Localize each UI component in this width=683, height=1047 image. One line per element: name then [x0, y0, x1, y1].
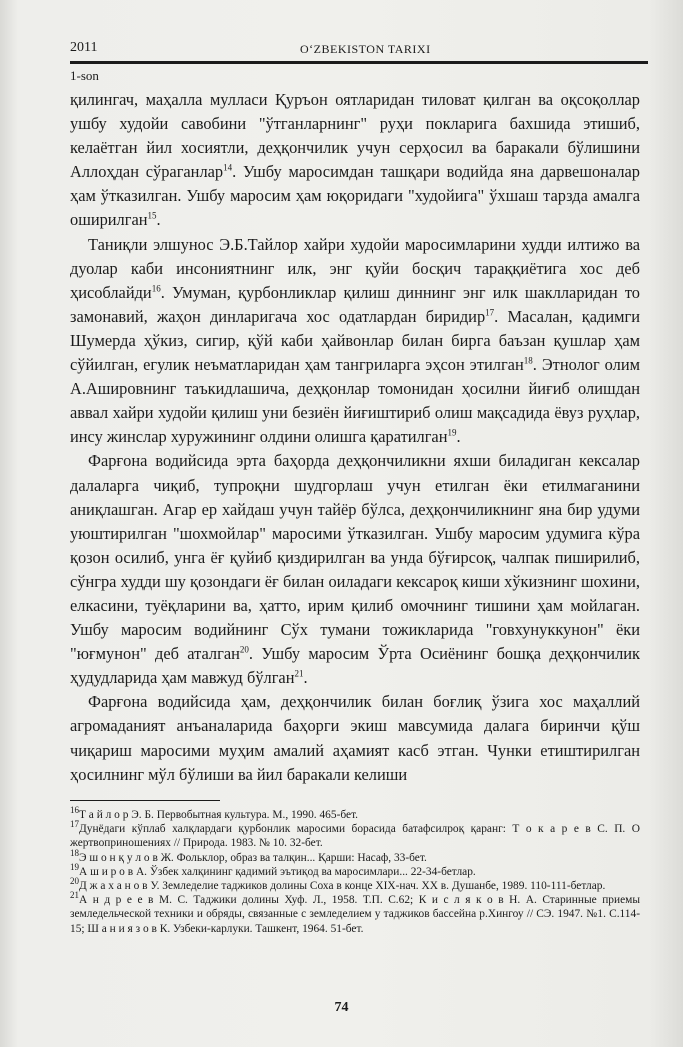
paragraph-2: Таниқли элшунос Э.Б.Тайлор хайри худойи маросимларини худди илтижо ва дуолар каби инсониятнинг илк, энг қуйи босқич тараққиётига хос деб ҳисоблайди$^{16}$. Умуман, қурбонликлар қилиш диннинг энг илк шаклларидан то замонавий, жаҳон динларигача хос одатлардан биридир$^{17}$. Масалан, қадимги Шумерда ҳўкиз, сигир, қўй каби ҳайвонлар билан бирга баъзан қушлар ҳам сўйилган, егулик неъматларидан ҳам тангриларга эҳсон этилган$^{18}$. Этнолог олим А.Ашировнинг таъкидлашича, деҳқонлар томонидан ҳосилни йиғиб олишдан аввал хайри худойи қилиш уни безиён йиғиштириб олиш мақсадида ёвуз руҳлар, инсу жинслар хуружининг олдини олишга қаратилган$^{19}$.	[70, 234, 640, 447]
footnote-17: $^{17}$Дунёдаги кўплаб халқлардаги қурбонлик маросими борасида батафсилроқ қаранг: Т о к а р е в С. П. О жертвоприношениях // Природа. 1983. № 10. 32-бет.	[70, 819, 640, 850]
page-number: 74	[334, 1000, 349, 1015]
footnote-20: $^{20}$Д ж а х а н о в У. Земледелие таджиков долины Соха в конце XIX-нач. XX в. Душанбе, 1989. 110-111-бетлар.	[70, 876, 606, 893]
footnote-rule	[70, 800, 220, 801]
footnote-16: $^{16}$Т а й л о р Э. Б. Первобытная культура. М., 1990. 465-бет.	[70, 805, 359, 821]
footnote-ref: 16	[151, 283, 161, 294]
body-text	[70, 88, 640, 787]
footnote-18: $^{18}$Э ш о н қ у л о в Ж. Фольклор, образ ва талқин... Қарши: Насаф, 33-бет.	[70, 847, 427, 864]
footnote-ref: 14	[223, 162, 233, 173]
journal-title: O‘ZBEKISTON TARIXI	[300, 42, 431, 56]
footnote-ref: 18	[523, 355, 533, 366]
journal-year: 2011	[70, 40, 98, 55]
header-rule	[70, 61, 648, 64]
footnote-ref: 20	[239, 644, 249, 655]
paragraph-1: қилингач, маҳалла муллаcи Қуръон оятларидан тиловат қилган ва оқсоқоллар ушбу худойи савобини "ўтганларнинг" руҳи покларига бахшида этишиб, келаётган йил хосиятли, деҳқончилик учун серҳосил ва баракали бўлишини Аллоҳдан сўраганлар$^{14}$. Ушбу маросимдан ташқари водийда яна дарвешоналар ҳам ўтказилган. Ушбу маросим ҳам юқоридаги "худойига" ўхшаш тарзда амалга оширилган$^{15}$.	[70, 90, 640, 230]
footnote-ref: 17	[485, 307, 495, 318]
footnote-21: $^{21}$А н д р е е в М. С. Таджики долины Хуф. Л., 1958. Т.П. С.62; К и с л я к о в Н. А. Старинные приемы земледельческой техники и обряды, связанные с земледелием у таджиков бассейна р.Хингоу // СЭ. 1947. №1. С.114-15; Ш а н и я з о в К. Узбеки-карлуки. Ташкент, 1964. 51-бет.	[70, 890, 640, 935]
journal-issue: 1-son	[70, 68, 99, 83]
footnote-ref: 15	[147, 211, 157, 221]
footnote-19: $^{19}$А ш и р о в А. Ўзбек халқининг қадимий эътиқод ва маросимлари... 22-34-бетлар.	[70, 862, 476, 878]
paragraph-3: Фарғона водийсида эрта баҳорда деҳқончиликни яхши биладиган кексалар далаларга чиқиб, тупроқни шудгорлаш учун етилган ёки етилмаганини аниқлашган. Агар ер хайдаш учун тайёр бўлса, деҳқончиликнинг яна бир удуми уюштирилган "шохмойлар" маросими ўтказилган. Ушбу маросим удумига кўра қозон осилиб, унга ёғ қуйиб қиздирилган ва унда бўғирсоқ, чалпак пиширилиб, сўнгра худди шу қозондаги ёғ билан оиладаги кексароқ киши хўкизнинг шохини, елкасини, туёқларини ва, ҳатто, ирим қилиб омочнинг тишини ҳам мойлаган. Ушбу маросим водийнинг Сўх тумани тожикларида "говхунуккунон" ёки "юғмунон" деб аталган$^{20}$. Ушбу маросим Ўрта Осиёнинг бошқа деҳқончилик ҳудудларида ҳам мавжуд бўлган$^{21}$.	[70, 451, 640, 688]
footnote-ref: 19	[447, 427, 457, 438]
footnotes	[70, 805, 640, 936]
footnote-ref: 21	[294, 668, 304, 679]
paragraph-4: Фарғона водийсида ҳам, деҳқончилик билан боғлиқ ўзига хос маҳаллий агромаданият анъаналарида баҳорги экиш мавсумида далага биринчи қўш чиқариш маросими муҳим амалий аҳамият касб этган. Чунки етиштирилган ҳосилнинг мўл бўлиши ва йил баракали келиши	[70, 692, 640, 784]
